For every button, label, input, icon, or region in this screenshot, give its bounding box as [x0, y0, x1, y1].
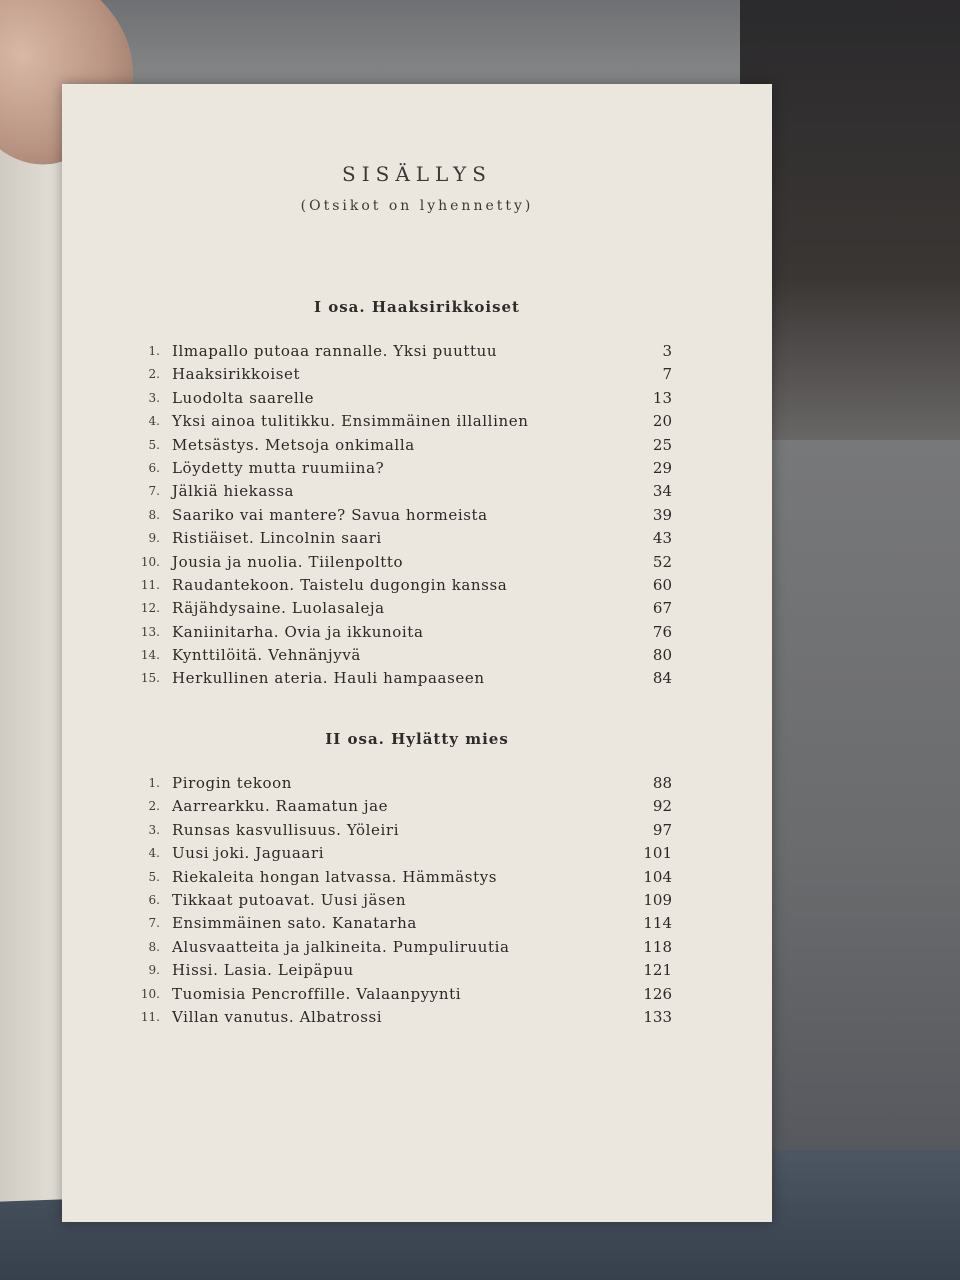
chapter-title: Löydetty mutta ruumiina?: [172, 458, 385, 477]
chapter-entry: [132, 959, 672, 982]
chapter-number: 3.: [148, 822, 160, 837]
chapter-entry: [132, 936, 672, 959]
chapter-number: 3.: [148, 390, 160, 405]
background-shadow-top-right: [740, 0, 960, 460]
chapter-title: Jousia ja nuolia. Tiilenpoltto: [172, 552, 404, 571]
chapter-entry: [132, 772, 672, 795]
chapter-title: Tikkaat putoavat. Uusi jäsen: [172, 890, 407, 909]
chapter-page-number: 25: [652, 435, 672, 454]
chapter-number: 2.: [148, 799, 160, 814]
chapter-page-number: 118: [643, 937, 672, 956]
chapter-entry: [132, 819, 672, 842]
chapter-title: Hissi. Lasia. Leipäpuu: [172, 961, 354, 980]
chapter-entry: [132, 527, 672, 550]
toc-subtitle: (Otsikot on lyhennetty): [300, 198, 534, 214]
chapter-page-number: 97: [652, 820, 672, 839]
chapter-entry: [132, 434, 672, 457]
chapter-entry: [132, 597, 672, 620]
chapter-entry: [132, 621, 672, 644]
chapter-title: Luodolta saarelle: [172, 388, 315, 407]
chapter-number: 5.: [148, 437, 160, 452]
chapter-page-number: 121: [643, 961, 672, 980]
chapter-title: Ensimmäinen sato. Kanatarha: [172, 914, 417, 933]
chapter-title: Yksi ainoa tulitikku. Ensimmäinen illallinen: [172, 412, 529, 431]
chapter-entry: [132, 387, 672, 410]
chapter-title: Saariko vai mantere? Savua hormeista: [172, 505, 488, 524]
chapter-page-number: 101: [643, 844, 672, 863]
chapter-page-number: 104: [643, 867, 672, 886]
chapter-number: 10.: [140, 554, 160, 569]
chapter-number: 8.: [148, 939, 160, 954]
chapter-number: 9.: [148, 531, 160, 546]
chapter-title: Ristiäiset. Lincolnin saari: [172, 529, 382, 548]
chapter-entry: [132, 551, 672, 574]
chapter-list-part-2: [132, 772, 672, 1029]
chapter-number: 2.: [148, 367, 160, 382]
chapter-title: Tuomisia Pencroffille. Valaanpyynti: [172, 984, 462, 1003]
chapter-page-number: 20: [652, 412, 672, 431]
chapter-page-number: 39: [652, 505, 672, 524]
chapter-number: 7.: [148, 916, 160, 931]
chapter-number: 1.: [148, 344, 160, 358]
chapter-title: Ilmapallo putoaa rannalle. Yksi puuttuu: [172, 342, 498, 360]
chapter-number: 4.: [148, 846, 160, 861]
chapter-number: 12.: [140, 601, 160, 616]
chapter-title: Herkullinen ateria. Hauli hampaaseen: [172, 669, 485, 688]
chapter-title: Kynttilöitä. Vehnänjyvä: [172, 646, 361, 665]
chapter-page-number: 80: [652, 646, 672, 665]
chapter-number: 7.: [148, 484, 160, 499]
chapter-number: 15.: [140, 671, 160, 686]
chapter-number: 4.: [148, 414, 160, 429]
chapter-title: Kaniinitarha. Ovia ja ikkunoita: [172, 622, 424, 641]
chapter-entry: [132, 983, 672, 1006]
chapter-title: Alusvaatteita ja jalkineita. Pumpuliruutia: [172, 937, 510, 956]
chapter-list-part-1: [132, 340, 672, 691]
chapter-number: 11.: [140, 577, 160, 592]
chapter-title: Uusi joki. Jaguaari: [172, 844, 325, 863]
chapter-entry: [132, 842, 672, 865]
chapter-page-number: 92: [652, 797, 672, 816]
chapter-title: Metsästys. Metsoja onkimalla: [172, 435, 415, 454]
chapter-number: 6.: [148, 460, 160, 475]
chapter-entry: [132, 889, 672, 912]
chapter-page-number: 88: [652, 774, 672, 792]
chapter-page-number: 67: [652, 599, 672, 618]
chapter-entry: [132, 795, 672, 818]
book-page: [62, 84, 772, 1222]
chapter-entry: [132, 574, 672, 597]
chapter-page-number: 13: [652, 388, 672, 407]
table-of-contents: [62, 84, 772, 1222]
chapter-page-number: 60: [652, 575, 672, 594]
chapter-number: 13.: [140, 624, 160, 639]
toc-title: SISÄLLYS: [342, 162, 492, 186]
chapter-page-number: 34: [652, 482, 672, 501]
chapter-page-number: 109: [643, 890, 672, 909]
chapter-title: Aarrearkku. Raamatun jae: [172, 797, 389, 816]
chapter-entry: [132, 912, 672, 935]
chapter-page-number: 76: [652, 622, 672, 641]
chapter-title: Jälkiä hiekassa: [172, 482, 295, 501]
part-heading-1: I osa. Haaksirikkoiset: [313, 298, 520, 316]
chapter-entry: [132, 363, 672, 386]
chapter-title: Riekaleita hongan latvassa. Hämmästys: [172, 867, 498, 886]
chapter-number: 1.: [148, 776, 160, 790]
chapter-page-number: 29: [652, 458, 672, 477]
chapter-page-number: 43: [652, 529, 672, 548]
chapter-page-number: 126: [643, 984, 672, 1003]
chapter-page-number: 133: [643, 1007, 672, 1026]
chapter-entry: [132, 340, 672, 363]
chapter-entry: [132, 1006, 672, 1029]
chapter-entry: [132, 480, 672, 503]
chapter-number: 9.: [148, 963, 160, 978]
chapter-page-number: 114: [643, 914, 672, 933]
chapter-title: Pirogin tekoon: [172, 774, 293, 792]
chapter-page-number: 7: [662, 365, 672, 384]
chapter-title: Runsas kasvullisuus. Yöleiri: [172, 820, 400, 839]
chapter-number: 8.: [148, 507, 160, 522]
chapter-number: 14.: [140, 648, 160, 663]
chapter-title: Raudantekoon. Taistelu dugongin kanssa: [172, 575, 508, 594]
chapter-title: Räjähdysaine. Luolasaleja: [172, 599, 385, 618]
chapter-entry: [132, 410, 672, 433]
chapter-page-number: 3: [662, 342, 672, 360]
chapter-number: 6.: [148, 892, 160, 907]
chapter-entry: [132, 457, 672, 480]
chapter-entry: [132, 866, 672, 889]
chapter-page-number: 84: [652, 669, 672, 688]
chapter-title: Villan vanutus. Albatrossi: [172, 1007, 383, 1026]
chapter-title: Haaksirikkoiset: [172, 365, 301, 384]
part-heading-2: II osa. Hylätty mies: [325, 730, 509, 748]
chapter-number: 10.: [140, 986, 160, 1001]
chapter-page-number: 52: [652, 552, 672, 571]
chapter-entry: [132, 504, 672, 527]
chapter-number: 11.: [140, 1009, 160, 1024]
chapter-number: 5.: [148, 869, 160, 884]
chapter-entry: [132, 667, 672, 690]
chapter-entry: [132, 644, 672, 667]
